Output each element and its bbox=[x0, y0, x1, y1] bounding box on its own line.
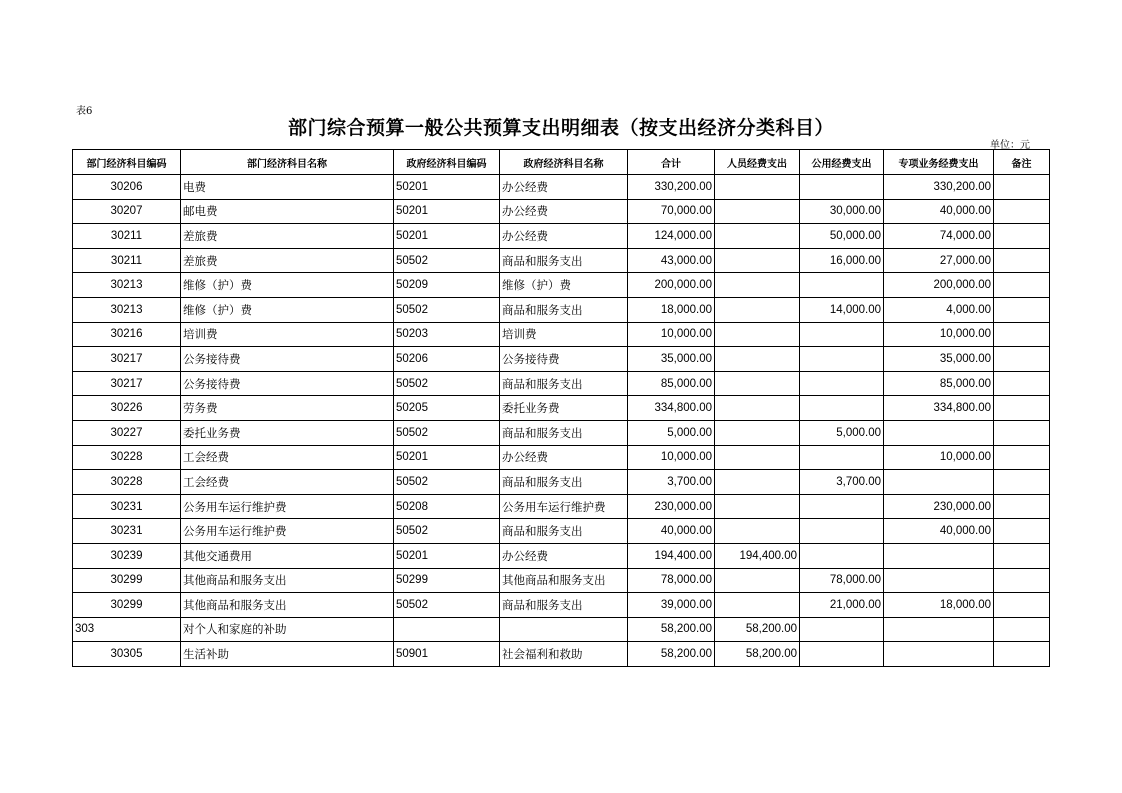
cell-gov-code: 50502 bbox=[394, 297, 500, 322]
table-row bbox=[73, 248, 1050, 273]
cell-dept-name: 劳务费 bbox=[181, 396, 394, 421]
cell-special bbox=[884, 420, 994, 445]
cell-public bbox=[800, 642, 884, 667]
cell-total: 10,000.00 bbox=[628, 322, 715, 347]
cell-dept-name: 培训费 bbox=[181, 322, 394, 347]
cell-gov-code: 50208 bbox=[394, 494, 500, 519]
cell-total: 330,200.00 bbox=[628, 175, 715, 200]
table-row bbox=[73, 273, 1050, 298]
cell-note bbox=[994, 396, 1050, 421]
cell-personnel bbox=[715, 273, 800, 298]
cell-gov-code: 50201 bbox=[394, 445, 500, 470]
cell-gov-name: 公务用车运行维护费 bbox=[500, 494, 628, 519]
cell-personnel bbox=[715, 519, 800, 544]
header-gov-code: 政府经济科目编码 bbox=[394, 150, 500, 175]
header-gov-name: 政府经济科目名称 bbox=[500, 150, 628, 175]
cell-dept-code: 30227 bbox=[73, 420, 181, 445]
cell-special: 18,000.00 bbox=[884, 593, 994, 618]
cell-note bbox=[994, 175, 1050, 200]
cell-dept-code: 30211 bbox=[73, 224, 181, 249]
cell-gov-name: 委托业务费 bbox=[500, 396, 628, 421]
table-row bbox=[73, 347, 1050, 372]
cell-total: 230,000.00 bbox=[628, 494, 715, 519]
table-row bbox=[73, 224, 1050, 249]
cell-dept-name: 工会经费 bbox=[181, 470, 394, 495]
cell-dept-name: 差旅费 bbox=[181, 248, 394, 273]
table-row bbox=[73, 396, 1050, 421]
cell-personnel bbox=[715, 371, 800, 396]
cell-gov-code: 50299 bbox=[394, 568, 500, 593]
table-row bbox=[73, 199, 1050, 224]
cell-personnel bbox=[715, 347, 800, 372]
cell-personnel: 58,200.00 bbox=[715, 642, 800, 667]
cell-gov-name: 办公经费 bbox=[500, 224, 628, 249]
cell-gov-code: 50205 bbox=[394, 396, 500, 421]
cell-total: 35,000.00 bbox=[628, 347, 715, 372]
cell-public bbox=[800, 175, 884, 200]
cell-special bbox=[884, 470, 994, 495]
cell-total: 124,000.00 bbox=[628, 224, 715, 249]
cell-gov-code: 50502 bbox=[394, 593, 500, 618]
cell-note bbox=[994, 494, 1050, 519]
budget-table bbox=[72, 149, 1050, 667]
cell-note bbox=[994, 273, 1050, 298]
cell-note bbox=[994, 642, 1050, 667]
cell-dept-name: 公务用车运行维护费 bbox=[181, 519, 394, 544]
cell-public: 5,000.00 bbox=[800, 420, 884, 445]
cell-special: 27,000.00 bbox=[884, 248, 994, 273]
cell-special: 230,000.00 bbox=[884, 494, 994, 519]
cell-gov-name bbox=[500, 617, 628, 642]
cell-gov-code: 50502 bbox=[394, 371, 500, 396]
cell-dept-name: 其他商品和服务支出 bbox=[181, 593, 394, 618]
cell-dept-name: 差旅费 bbox=[181, 224, 394, 249]
cell-dept-name: 公务接待费 bbox=[181, 371, 394, 396]
table-row bbox=[73, 543, 1050, 568]
header-dept-name: 部门经济科目名称 bbox=[181, 150, 394, 175]
cell-dept-code: 30299 bbox=[73, 568, 181, 593]
cell-dept-code: 303 bbox=[73, 617, 181, 642]
cell-dept-code: 30216 bbox=[73, 322, 181, 347]
table-row bbox=[73, 175, 1050, 200]
cell-total: 200,000.00 bbox=[628, 273, 715, 298]
cell-note bbox=[994, 519, 1050, 544]
cell-dept-code: 30299 bbox=[73, 593, 181, 618]
cell-personnel: 58,200.00 bbox=[715, 617, 800, 642]
table-row bbox=[73, 322, 1050, 347]
unit-label: 单位：元 bbox=[990, 140, 1030, 151]
cell-dept-name: 对个人和家庭的补助 bbox=[181, 617, 394, 642]
cell-total: 39,000.00 bbox=[628, 593, 715, 618]
cell-dept-code: 30213 bbox=[73, 297, 181, 322]
cell-public: 50,000.00 bbox=[800, 224, 884, 249]
cell-note bbox=[994, 248, 1050, 273]
cell-personnel: 194,400.00 bbox=[715, 543, 800, 568]
header-public: 公用经费支出 bbox=[800, 150, 884, 175]
cell-total: 40,000.00 bbox=[628, 519, 715, 544]
cell-personnel bbox=[715, 224, 800, 249]
cell-special: 10,000.00 bbox=[884, 322, 994, 347]
cell-note bbox=[994, 593, 1050, 618]
cell-public bbox=[800, 396, 884, 421]
header-special: 专项业务经费支出 bbox=[884, 150, 994, 175]
cell-gov-name: 商品和服务支出 bbox=[500, 371, 628, 396]
cell-total: 78,000.00 bbox=[628, 568, 715, 593]
cell-dept-name: 其他交通费用 bbox=[181, 543, 394, 568]
cell-note bbox=[994, 371, 1050, 396]
cell-dept-name: 邮电费 bbox=[181, 199, 394, 224]
cell-special bbox=[884, 642, 994, 667]
cell-special: 40,000.00 bbox=[884, 199, 994, 224]
cell-dept-code: 30228 bbox=[73, 470, 181, 495]
cell-total: 43,000.00 bbox=[628, 248, 715, 273]
cell-gov-code: 50502 bbox=[394, 248, 500, 273]
cell-dept-name: 公务接待费 bbox=[181, 347, 394, 372]
cell-special: 74,000.00 bbox=[884, 224, 994, 249]
header-dept-code: 部门经济科目编码 bbox=[73, 150, 181, 175]
cell-personnel bbox=[715, 175, 800, 200]
cell-public bbox=[800, 543, 884, 568]
cell-dept-code: 30217 bbox=[73, 371, 181, 396]
cell-public: 30,000.00 bbox=[800, 199, 884, 224]
cell-public: 16,000.00 bbox=[800, 248, 884, 273]
table-row bbox=[73, 519, 1050, 544]
header-personnel: 人员经费支出 bbox=[715, 150, 800, 175]
cell-dept-code: 30226 bbox=[73, 396, 181, 421]
cell-dept-name: 维修（护）费 bbox=[181, 273, 394, 298]
table-header bbox=[73, 150, 1050, 175]
cell-special bbox=[884, 617, 994, 642]
cell-special: 330,200.00 bbox=[884, 175, 994, 200]
cell-special: 10,000.00 bbox=[884, 445, 994, 470]
cell-total: 70,000.00 bbox=[628, 199, 715, 224]
table-row bbox=[73, 371, 1050, 396]
cell-dept-code: 30213 bbox=[73, 273, 181, 298]
cell-gov-code: 50502 bbox=[394, 420, 500, 445]
cell-personnel bbox=[715, 199, 800, 224]
cell-note bbox=[994, 347, 1050, 372]
cell-special: 334,800.00 bbox=[884, 396, 994, 421]
cell-gov-code: 50901 bbox=[394, 642, 500, 667]
cell-gov-name: 办公经费 bbox=[500, 445, 628, 470]
cell-gov-code: 50502 bbox=[394, 470, 500, 495]
cell-dept-code: 30305 bbox=[73, 642, 181, 667]
cell-note bbox=[994, 543, 1050, 568]
cell-personnel bbox=[715, 593, 800, 618]
cell-gov-name: 办公经费 bbox=[500, 199, 628, 224]
table-row bbox=[73, 470, 1050, 495]
cell-note bbox=[994, 199, 1050, 224]
cell-note bbox=[994, 322, 1050, 347]
cell-dept-name: 工会经费 bbox=[181, 445, 394, 470]
cell-public: 3,700.00 bbox=[800, 470, 884, 495]
cell-dept-name: 委托业务费 bbox=[181, 420, 394, 445]
cell-total: 10,000.00 bbox=[628, 445, 715, 470]
cell-gov-code: 50201 bbox=[394, 543, 500, 568]
cell-gov-name: 商品和服务支出 bbox=[500, 297, 628, 322]
cell-personnel bbox=[715, 248, 800, 273]
cell-public bbox=[800, 617, 884, 642]
cell-personnel bbox=[715, 322, 800, 347]
cell-special: 200,000.00 bbox=[884, 273, 994, 298]
cell-personnel bbox=[715, 396, 800, 421]
cell-dept-code: 30228 bbox=[73, 445, 181, 470]
cell-gov-code: 50206 bbox=[394, 347, 500, 372]
table-row bbox=[73, 568, 1050, 593]
cell-total: 5,000.00 bbox=[628, 420, 715, 445]
cell-dept-code: 30207 bbox=[73, 199, 181, 224]
table-row bbox=[73, 445, 1050, 470]
cell-gov-code: 50201 bbox=[394, 175, 500, 200]
cell-public bbox=[800, 494, 884, 519]
cell-gov-name: 办公经费 bbox=[500, 543, 628, 568]
cell-total: 334,800.00 bbox=[628, 396, 715, 421]
cell-gov-code: 50502 bbox=[394, 519, 500, 544]
cell-dept-code: 30217 bbox=[73, 347, 181, 372]
cell-public: 78,000.00 bbox=[800, 568, 884, 593]
cell-gov-name: 社会福利和救助 bbox=[500, 642, 628, 667]
cell-gov-code: 50201 bbox=[394, 199, 500, 224]
cell-special bbox=[884, 543, 994, 568]
cell-gov-name: 商品和服务支出 bbox=[500, 519, 628, 544]
cell-public bbox=[800, 371, 884, 396]
cell-personnel bbox=[715, 494, 800, 519]
table-row bbox=[73, 494, 1050, 519]
cell-note bbox=[994, 568, 1050, 593]
cell-public bbox=[800, 519, 884, 544]
cell-note bbox=[994, 470, 1050, 495]
cell-public: 14,000.00 bbox=[800, 297, 884, 322]
cell-gov-name: 商品和服务支出 bbox=[500, 420, 628, 445]
cell-personnel bbox=[715, 297, 800, 322]
cell-note bbox=[994, 420, 1050, 445]
cell-special bbox=[884, 568, 994, 593]
cell-dept-name: 生活补助 bbox=[181, 642, 394, 667]
cell-gov-name: 公务接待费 bbox=[500, 347, 628, 372]
cell-dept-name: 其他商品和服务支出 bbox=[181, 568, 394, 593]
cell-note bbox=[994, 617, 1050, 642]
cell-public: 21,000.00 bbox=[800, 593, 884, 618]
cell-public bbox=[800, 445, 884, 470]
header-note: 备注 bbox=[994, 150, 1050, 175]
table-row bbox=[73, 297, 1050, 322]
cell-special: 40,000.00 bbox=[884, 519, 994, 544]
cell-total: 58,200.00 bbox=[628, 617, 715, 642]
page-title: 部门综合预算一般公共预算支出明细表（按支出经济分类科目） bbox=[287, 117, 834, 139]
cell-personnel bbox=[715, 420, 800, 445]
cell-personnel bbox=[715, 568, 800, 593]
table-row bbox=[73, 642, 1050, 667]
cell-dept-code: 30206 bbox=[73, 175, 181, 200]
cell-dept-code: 30239 bbox=[73, 543, 181, 568]
cell-gov-name: 维修（护）费 bbox=[500, 273, 628, 298]
cell-public bbox=[800, 273, 884, 298]
table-body bbox=[73, 175, 1050, 667]
table-number: 表6 bbox=[76, 106, 93, 117]
cell-special: 4,000.00 bbox=[884, 297, 994, 322]
cell-total: 85,000.00 bbox=[628, 371, 715, 396]
cell-note bbox=[994, 224, 1050, 249]
cell-dept-code: 30211 bbox=[73, 248, 181, 273]
cell-dept-name: 公务用车运行维护费 bbox=[181, 494, 394, 519]
cell-total: 18,000.00 bbox=[628, 297, 715, 322]
table-row bbox=[73, 593, 1050, 618]
table-row bbox=[73, 617, 1050, 642]
cell-gov-name: 商品和服务支出 bbox=[500, 248, 628, 273]
header-total: 合计 bbox=[628, 150, 715, 175]
cell-dept-code: 30231 bbox=[73, 519, 181, 544]
cell-gov-name: 商品和服务支出 bbox=[500, 470, 628, 495]
cell-dept-name: 维修（护）费 bbox=[181, 297, 394, 322]
cell-note bbox=[994, 445, 1050, 470]
cell-gov-code: 50201 bbox=[394, 224, 500, 249]
cell-personnel bbox=[715, 445, 800, 470]
cell-gov-name: 培训费 bbox=[500, 322, 628, 347]
cell-gov-name: 商品和服务支出 bbox=[500, 593, 628, 618]
cell-total: 58,200.00 bbox=[628, 642, 715, 667]
cell-special: 85,000.00 bbox=[884, 371, 994, 396]
cell-total: 194,400.00 bbox=[628, 543, 715, 568]
cell-note bbox=[994, 297, 1050, 322]
cell-gov-code bbox=[394, 617, 500, 642]
cell-gov-code: 50203 bbox=[394, 322, 500, 347]
cell-dept-code: 30231 bbox=[73, 494, 181, 519]
cell-public bbox=[800, 322, 884, 347]
cell-total: 3,700.00 bbox=[628, 470, 715, 495]
cell-personnel bbox=[715, 470, 800, 495]
cell-gov-name: 其他商品和服务支出 bbox=[500, 568, 628, 593]
cell-gov-name: 办公经费 bbox=[500, 175, 628, 200]
table-row bbox=[73, 420, 1050, 445]
cell-gov-code: 50209 bbox=[394, 273, 500, 298]
cell-dept-name: 电费 bbox=[181, 175, 394, 200]
header-row bbox=[73, 150, 1050, 175]
cell-special: 35,000.00 bbox=[884, 347, 994, 372]
cell-public bbox=[800, 347, 884, 372]
